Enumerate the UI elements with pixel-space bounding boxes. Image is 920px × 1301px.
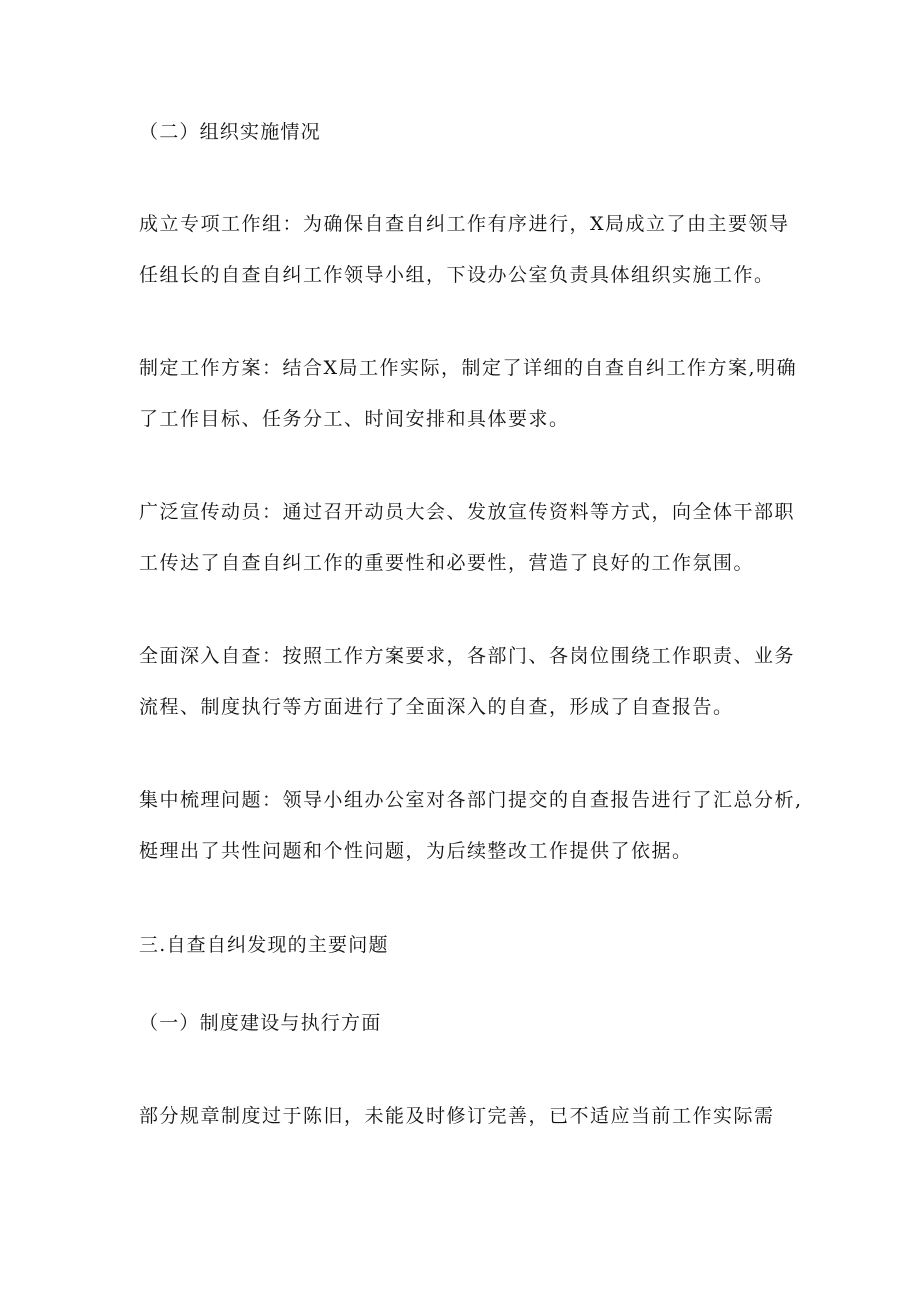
paragraph-self-inspection-line-1: 全面深入自查：按照工作方案要求，各部门、各岗位围绕工作职责、业务 [139,645,796,667]
section-heading-main-problems: 三.自查自纠发现的主要问题 [139,934,389,956]
paragraph-self-inspection-line-2: 流程、制度执行等方面进行了全面深入的自查，形成了自查报告。 [139,696,734,718]
paragraph-working-group-line-1: 成立专项工作组：为确保自查自纠工作有序进行，X局成立了由主要领导 [139,213,790,235]
paragraph-outdated-rules-line-1: 部分规章制度过于陈旧，未能及时修订完善，已不适应当前工作实际需 [139,1105,775,1127]
paragraph-publicity-line-1: 广泛宣传动员：通过召开动员大会、发放宣传资料等方式，向全体干部职 [139,501,796,523]
paragraph-work-plan-line-2: 了工作目标、任务分工、时间安排和具体要求。 [139,408,570,430]
paragraph-problem-sorting-line-2: 梃理出了共性问题和个性问题，为后续整改工作提供了依据。 [139,840,693,862]
paragraph-publicity-line-2: 工传达了自查自纠工作的重要性和必要性，营造了良好的工作氛围。 [139,552,755,574]
paragraph-working-group-line-2: 任组长的自查自纠工作领导小组，下设办公室负责具体组织实施工作。 [139,264,775,286]
paragraph-work-plan-line-1: 制定工作方案：结合X局工作实际，制定了详细的自查自纠工作方案,明确 [139,357,798,379]
section-heading-organization-implementation: （二）组织实施情况 [139,121,321,143]
paragraph-problem-sorting-line-1: 集中梳理问题：领导小组办公室对各部门提交的自查报告进行了汇总分析, [139,789,803,811]
section-heading-system-construction: （一）制度建设与执行方面 [139,1012,382,1034]
